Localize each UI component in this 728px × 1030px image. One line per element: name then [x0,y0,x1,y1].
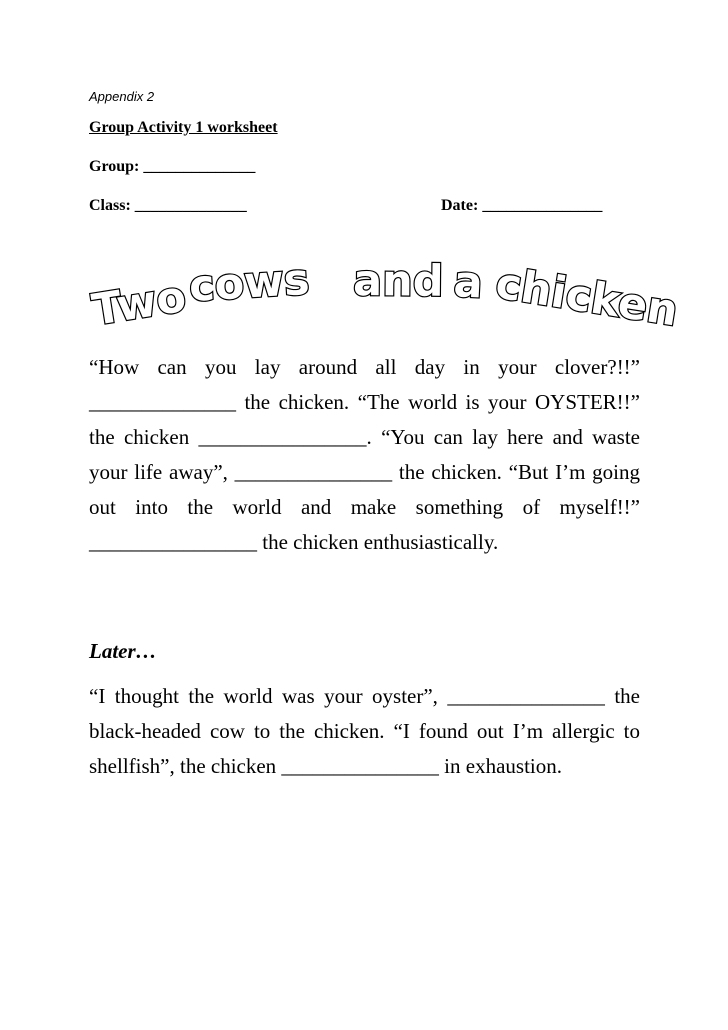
later-heading: Later… [89,639,157,663]
group-field: Group: ______________ [89,158,256,175]
title-word-5: chicken [492,258,682,337]
appendix-label: Appendix 2 [89,89,155,104]
story-title-wordart [80,238,700,348]
story-paragraph-1: “How can you lay around all day in your clover?!!” ______________ the chicken. “The world is your OYSTER!!” the chicken ________________. “You can lay here and waste your life away”, _______________ the chicken. “But I’m going out into the world and make something of myself!!” ________________ the chicken enthusiastically. [89,355,640,554]
title-word-4: a [452,257,485,309]
title-word-2: cows [187,254,311,312]
class-field: Class: ______________ [89,197,247,214]
title-word-1: Two [88,271,190,336]
title-word-3: and [352,256,444,307]
date-field: Date: _______________ [441,197,603,214]
story-paragraph-2: “I thought the world was your oyster”, _______________ the black-headed cow to the chicken. “I found out I’m allergic to shellfish”, the chicken _______________ in exhaustion. [89,684,640,778]
worksheet-title: Group Activity 1 worksheet [89,119,278,136]
